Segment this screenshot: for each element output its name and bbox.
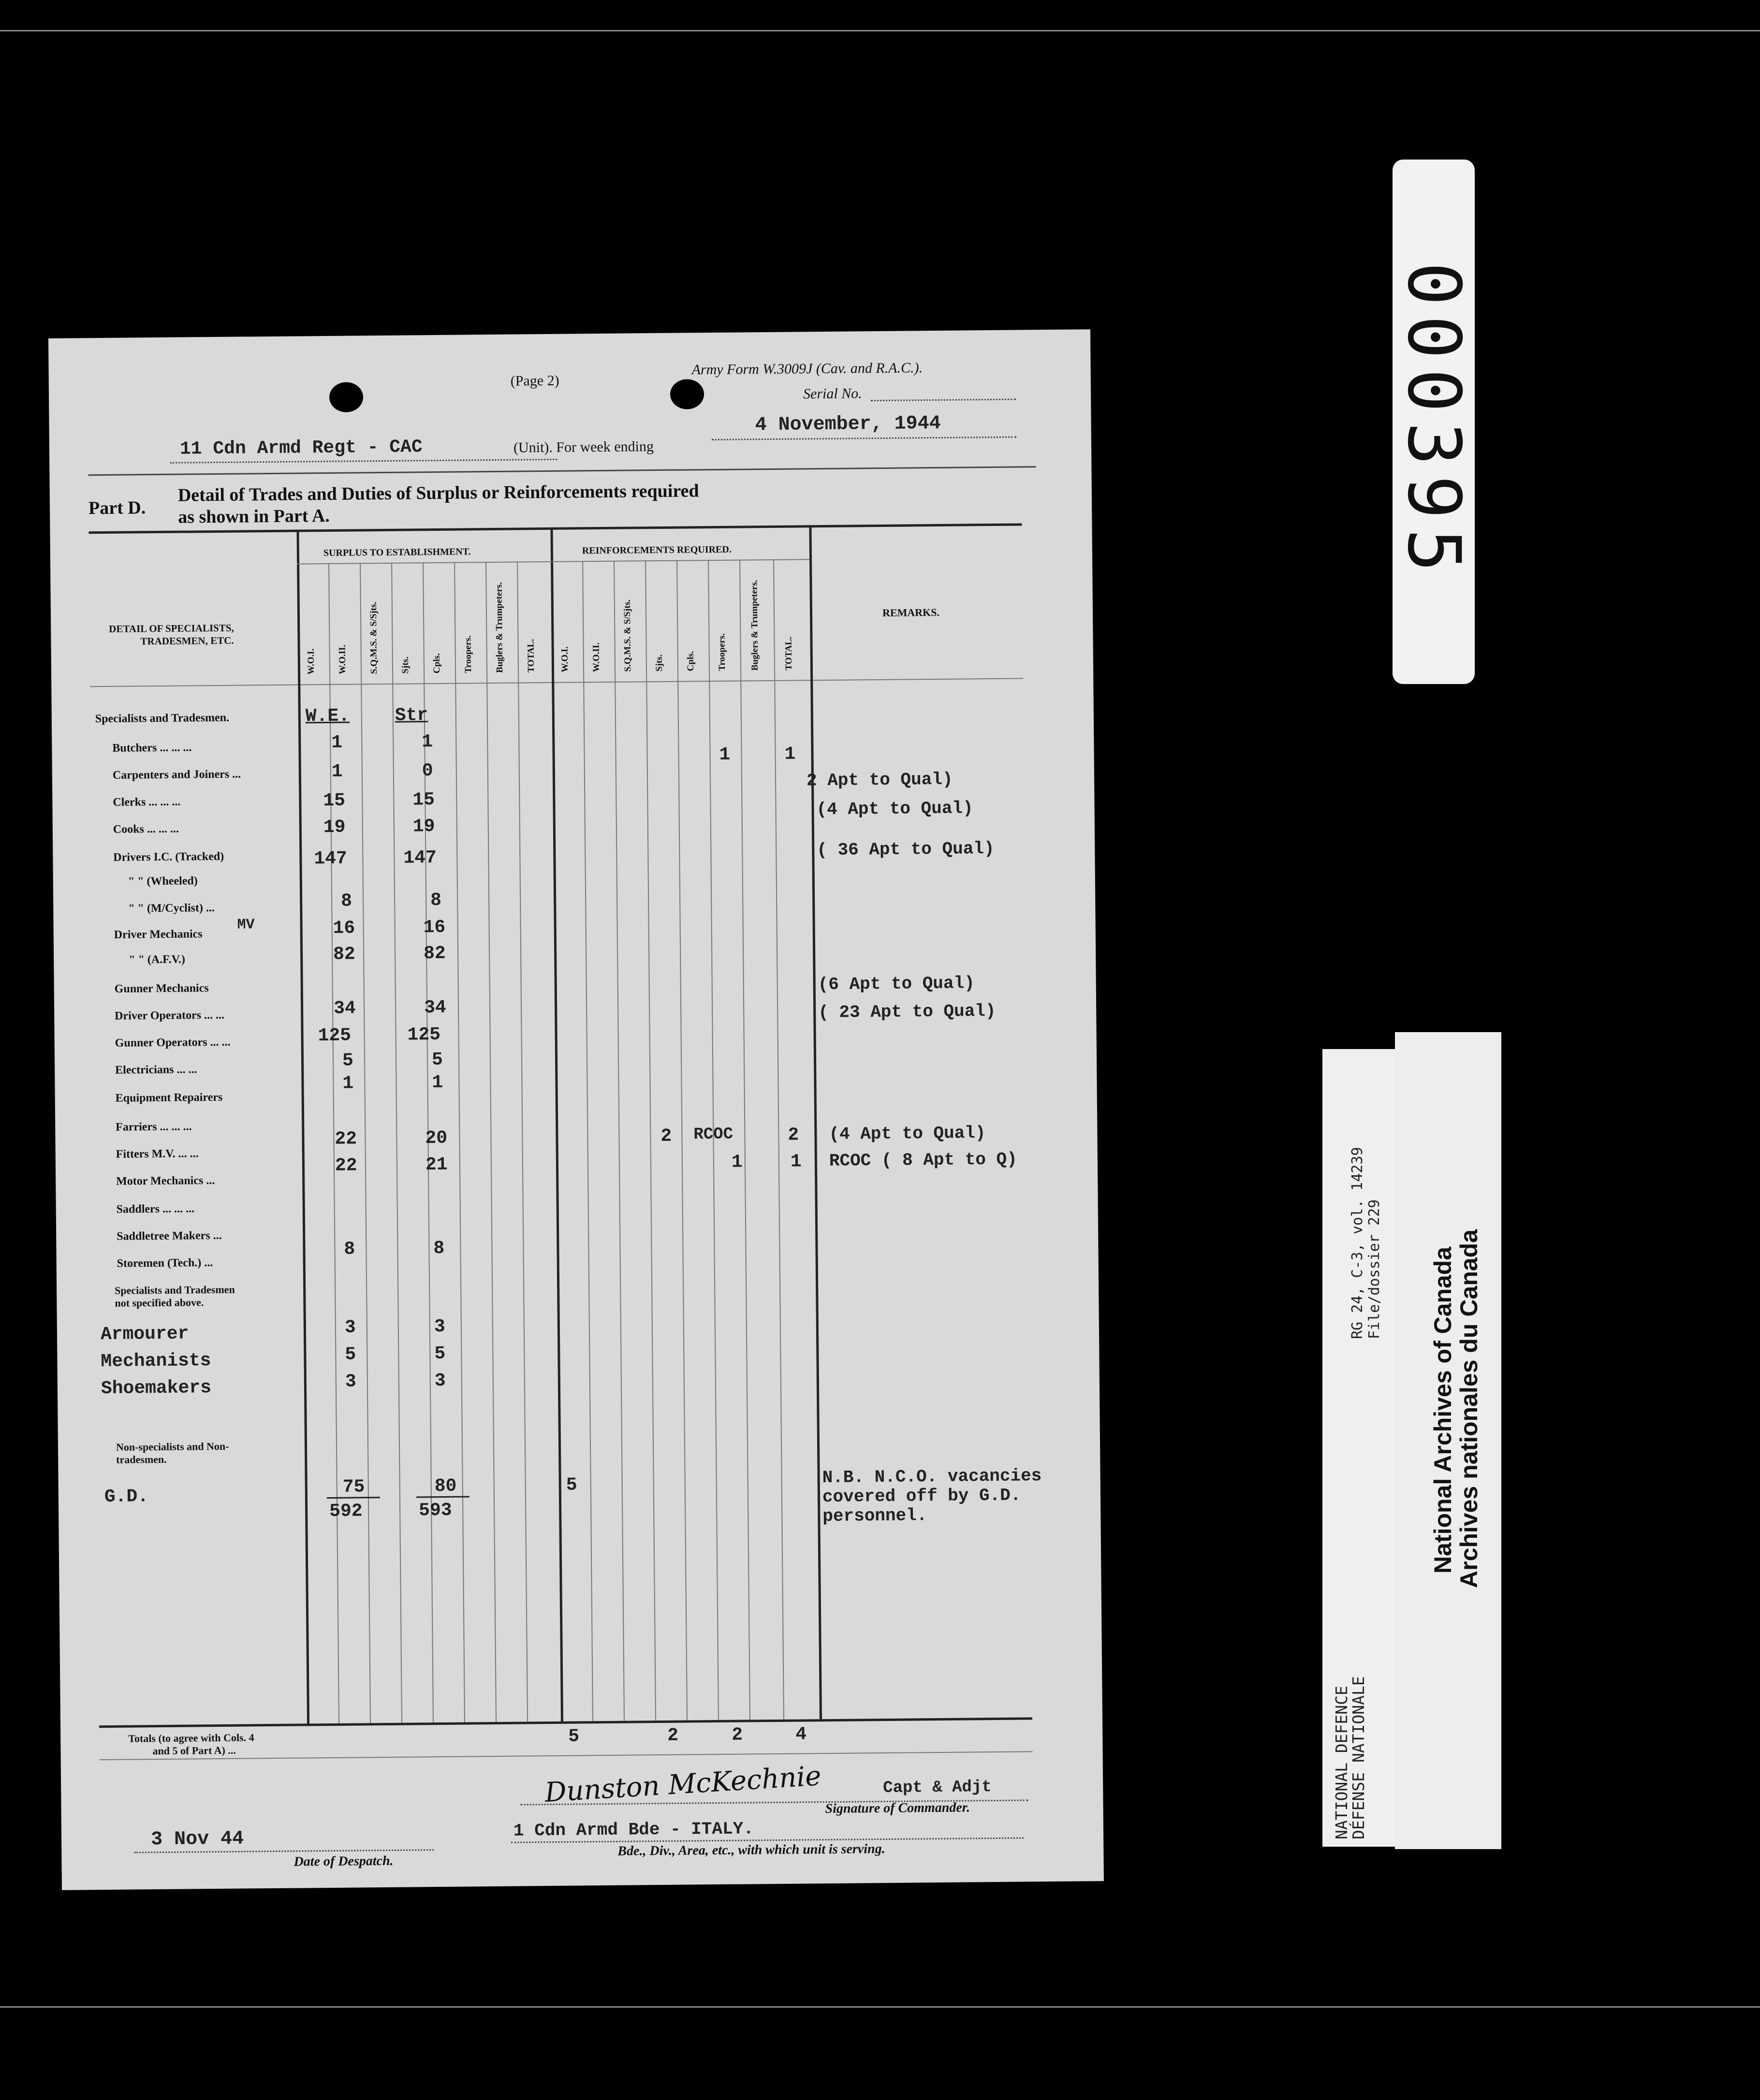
unit-name: 11 Cdn Armd Regt - CAC [179,437,423,460]
row-15-reinf-sjts: 2 [660,1125,672,1147]
row-19-str: 8 [433,1238,445,1259]
row-13-trade: Equipment Repairers [115,1091,223,1105]
col-surplus-cpls: Cpls. [431,653,442,674]
row-16-reinf-troopers: 1 [731,1152,743,1173]
row-1-str: 0 [422,760,433,782]
row-9-trade: Gunner Mechanics [114,982,209,995]
totals-bottom-rule [100,1751,1033,1760]
section-non-specialists-1: Non-specialists and Non- [116,1440,229,1453]
row-0-trade: Butchers ... ... ... [112,741,192,755]
row-11-we: 125 [318,1025,352,1047]
row-1-trade: Carpenters and Joiners ... [112,768,241,782]
punch-hole-left [329,382,364,412]
row-16-remark: RCOC ( 8 Apt to Q) [829,1149,1017,1171]
row-3-we: 19 [323,817,346,838]
totals-reinf-sjts: 2 [667,1725,679,1746]
col-surplus-total: TOTAL. [526,639,537,673]
signatory-rank: Capt & Adjt [883,1778,992,1798]
col-reinf-buglers: Buglers & Trumpeters. [749,580,761,671]
row-19-we: 8 [344,1239,355,1260]
row-16-reinf-total: 1 [790,1151,802,1172]
punch-hole-right [670,379,704,409]
row-7-str: 16 [423,917,446,938]
archive-ref-line-2: File/dossier 229 [1366,1199,1383,1339]
week-ending-date: 4 November, 1944 [755,412,941,437]
archive-ref-line-1: RG 24, C-3, vol. 14239 [1349,1147,1366,1339]
row-16-str: 21 [425,1154,448,1176]
col-line-s2 [360,563,371,1723]
section-not-specified-1: Specialists and Tradesmen [115,1283,235,1297]
str-header: Str [395,705,428,726]
extra-row-2-we: 3 [345,1371,356,1392]
totals-reinf-woi: 5 [568,1726,580,1747]
reinf-remarks-divider [809,525,822,1719]
row-13-str: 1 [432,1072,443,1094]
extra-row-2-str: 3 [434,1370,446,1392]
extra-row-0-trade: Armourer [100,1323,189,1345]
row-6-trade: " " (M/Cyclist) ... [128,902,215,915]
reinf-group-rule [551,559,809,562]
extra-row-1-we: 5 [345,1344,356,1365]
row-16-trade: Motor Mechanics ... [116,1174,215,1188]
row-9-remark: (6 Apt to Qual) [818,973,975,995]
totals-label-2: and 5 of Part A) ... [152,1744,236,1757]
row-4-we: 147 [314,848,348,870]
row-1-we: 1 [331,761,343,782]
col-reinf-cpls: Cpls. [685,651,696,671]
row-6-str: 8 [430,890,442,911]
part-title-line-1: Detail of Trades and Duties of Surplus or Reinforcements required [177,481,699,506]
row-8-str: 82 [423,943,446,964]
gd-sum-line-we [327,1497,380,1499]
gd-remark-line-2: covered off by G.D. [822,1485,1021,1507]
row-19-trade: Storemen (Tech.) ... [117,1256,213,1270]
col-line-r1 [582,561,593,1721]
col-surplus-troopers: Troopers. [463,635,474,673]
serial-number-line [871,399,1016,402]
col-surplus-buglers: Buglers & Trumpeters. [494,582,505,673]
col-line-s5 [454,562,465,1722]
totals-label-1: Totals (to agree with Cols. 4 [128,1731,254,1745]
row-1-remark: 2 Apt to Qual) [806,769,953,791]
archive-reference-label [1322,1049,1407,1847]
top-border-rule [0,30,1760,31]
surplus-group-rule [297,561,551,565]
section-specialists: Specialists and Tradesmen. [95,711,230,726]
row-4-remark: ( 36 Apt to Qual) [817,838,995,860]
col-surplus-sqms: S.Q.M.S. & S/Sjts. [368,601,380,674]
row-0-reinf-total: 1 [784,744,796,765]
row-8-trade: " " (A.F.V.) [129,953,186,966]
extra-row-0-str: 3 [434,1316,445,1338]
gd-trade: G.D. [104,1486,149,1508]
row-3-trade: Cooks ... ... ... [113,822,179,836]
gd-remark-line-1: N.B. N.C.O. vacancies [822,1466,1042,1488]
archive-name-en: National Archives of Canada [1429,1246,1456,1574]
row-15-remark: (4 Apt to Qual) [829,1123,986,1144]
row-14-trade: Farriers ... ... ... [116,1120,192,1134]
row-15-str: 20 [425,1127,448,1149]
gd-reinf-woi: 5 [566,1474,577,1496]
serving-label: Bde., Div., Area, etc., with which unit is serving. [617,1841,885,1859]
row-8-we: 82 [333,944,355,965]
page-number: (Page 2) [510,372,559,389]
row-15-trade: Fitters M.V. ... ... [116,1147,199,1161]
week-ending-line [712,437,1016,440]
row-2-we: 15 [323,790,346,812]
row-18-trade: Saddletree Makers ... [117,1229,222,1243]
row-15-reinf-total: 2 [788,1124,799,1146]
col-line-r3 [645,560,656,1721]
row-10-trade: Driver Operators ... ... [115,1008,225,1022]
row-15-reinf-note: RCOC [693,1125,733,1144]
row-6-we: 8 [340,890,352,912]
remarks-header: REMARKS. [882,606,940,619]
surplus-reinf-divider [550,527,563,1721]
unit-label: (Unit). For week ending [513,438,654,456]
signature-label: Signature of Commander. [825,1800,970,1817]
row-10-remark: ( 23 Apt to Qual) [818,1001,996,1023]
archive-name-label [1395,1032,1501,1849]
col-reinf-sjts: Sjts. [654,654,665,672]
row-12-str: 5 [431,1049,443,1071]
row-17-trade: Saddlers ... ... ... [116,1202,195,1216]
detail-header-line-1: DETAIL OF SPECIALISTS, [109,622,234,635]
part-title-line-2: as shown in Part A. [178,505,330,527]
archive-name-fr: Archives nationales du Canada [1455,1229,1482,1588]
gd-str: 80 [434,1475,457,1497]
table-header-bottom-rule [90,678,1023,687]
col-reinf-total: TOTAL. [783,637,794,671]
col-reinf-woi: W.O.I. [559,646,571,672]
row-2-remark: (4 Apt to Qual) [816,798,973,820]
gd-sum-line-str [416,1496,469,1498]
reinforcements-header: REINFORCEMENTS REQUIRED. [582,544,732,556]
row-12-we: 5 [342,1050,354,1071]
extra-row-0-we: 3 [344,1317,356,1338]
col-line-r7 [773,559,784,1720]
archive-dept-line-2: DÉFENSE NATIONALE [1349,1676,1368,1839]
col-line-r2 [614,561,625,1721]
gd-we: 75 [342,1476,365,1498]
col-line-s6 [485,562,497,1722]
unit-line [170,459,557,464]
row-16-we: 22 [335,1155,357,1176]
row-2-trade: Clerks ... ... ... [113,795,181,809]
serial-number-label: Serial No. [803,385,862,402]
row-0-str: 1 [422,731,433,753]
form-reference: Army Form W.3009J (Cav. and R.A.C.). [691,360,923,378]
row-4-str: 147 [403,847,437,869]
totals-reinf-total: 4 [795,1724,807,1745]
frame-counter [1393,160,1475,684]
row-7-trade: Driver Mechanics [114,928,203,941]
row-10-we: 34 [333,998,356,1019]
frame-counter-digits: 000395 [1392,262,1476,582]
header-divider [88,466,1036,476]
row-11-str: 125 [407,1024,441,1046]
col-line-s7 [517,562,528,1722]
table-bottom-rule [99,1717,1032,1728]
row-2-str: 15 [412,789,435,811]
row-5-trade: " " (Wheeled) [128,875,198,888]
extra-row-1-str: 5 [434,1343,446,1365]
serving-with: 1 Cdn Armd Bde - ITALY. [513,1819,754,1841]
despatch-date: 3 Nov 44 [150,1828,244,1851]
str-grand-total: 593 [419,1500,452,1521]
col-surplus-sjts: Sjts. [400,656,411,674]
totals-reinf-troopers: 2 [732,1724,743,1746]
col-reinf-sqms: S.Q.M.S. & S/Sjts. [622,599,633,672]
row-4-trade: Drivers I.C. (Tracked) [113,850,224,864]
archive-dept-line-1: NATIONAL DEFENCE [1332,1686,1351,1839]
row-15-we: 22 [335,1128,357,1150]
despatch-label: Date of Despatch. [293,1853,394,1869]
gd-remark-line-3: personnel. [822,1505,927,1527]
row-12-trade: Electricians ... ... [115,1063,197,1077]
bottom-border-rule [0,2006,1760,2008]
col-surplus-woi: W.O.I. [306,648,317,675]
row-7-we: 16 [333,918,355,939]
we-header: W.E. [305,705,350,727]
row-3-str: 19 [412,816,435,837]
col-surplus-woii: W.O.II. [337,644,348,674]
extra-row-1-trade: Mechanists [101,1350,211,1372]
row-10-str: 34 [424,997,446,1019]
row-11-trade: Gunner Operators ... ... [115,1035,231,1050]
section-not-specified-2: not specified above. [115,1296,204,1309]
row-0-reinf-troopers: 1 [719,744,731,765]
detail-header-line-2: TRADESMEN, ETC. [140,634,234,647]
surplus-header: SURPLUS TO ESTABLISHMENT. [323,546,471,559]
col-line-r6 [739,560,750,1720]
col-line-r4 [676,560,688,1721]
col-line-s3 [391,563,402,1723]
section-non-specialists-2: tradesmen. [116,1453,167,1466]
row-7-trade-note: MV [237,917,255,933]
extra-row-2-trade: Shoemakers [101,1377,212,1400]
col-reinf-woii: W.O.II. [591,642,602,672]
row-13-we: 1 [342,1073,354,1094]
army-form-page [48,329,1104,1890]
commander-signature: Dunston McKechnie [543,1760,822,1809]
col-reinf-troopers: Troopers. [717,633,728,671]
we-grand-total: 592 [329,1501,363,1522]
row-0-we: 1 [331,732,343,753]
part-heading: Part D. [88,497,146,519]
